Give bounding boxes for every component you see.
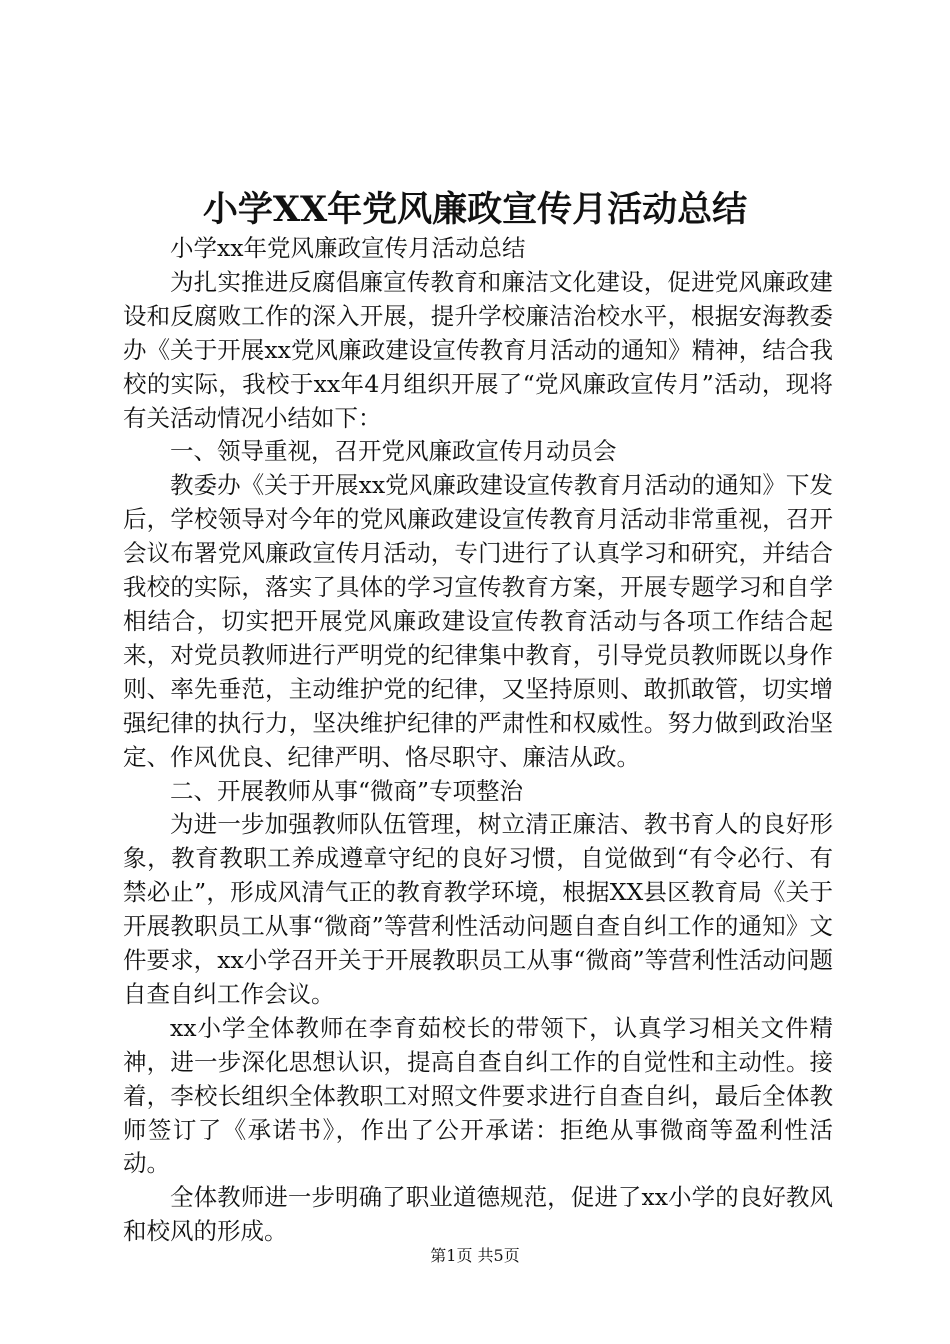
paragraph-section-2b: xx小学全体教师在李育茹校长的带领下，认真学习相关文件精神，进一步深化思想认识，提高自查自纠工作的自觉性和主动性。接着，李校长组织全体教职工对照文件要求进行自查自纠，最后全体教师签订了《承诺书》，作出了公开承诺：拒绝从事微商等盈利性活动。: [123, 1013, 833, 1178]
document-title: 小学XX年党风廉政宣传月活动总结: [202, 189, 748, 230]
paragraph-section-1: 教委办《关于开展xx党风廉政建设宣传教育月活动的通知》下发后，学校领导对今年的党风廉政建设宣传教育月活动非常重视，召开会议布署党风廉政宣传月活动，专门进行了认真学习和研究，并结合我校的实际，落实了具体的学习宣传教育方案，开展专题学习和自学相结合，切实把开展党风廉政建设宣传教育活动与各项工作结合起来，对党员教师进行严明党的纪律集中教育，引导党员教师既以身作则、率先垂范，主动维护党的纪律，又坚持原则、敢抓敢管，切实增强纪律的执行力，坚决维护纪律的严肃性和权威性。努力做到政治坚定、作风优良、纪律严明、恪尽职守、廉洁从政。: [123, 471, 833, 771]
paragraph-subtitle: 小学xx年党风廉政宣传月活动总结: [170, 234, 526, 262]
section-heading-1: 一、领导重视，召开党风廉政宣传月动员会: [170, 437, 617, 466]
paragraph-conclusion: 全体教师进一步明确了职业道德规范，促进了xx小学的良好教风和校风的形成。: [123, 1183, 833, 1246]
paragraph-section-2a: 为进一步加强教师队伍管理，树立清正廉洁、教书育人的良好形象，教育教职工养成遵章守纪的良好习惯，自觉做到“有令必行、有禁必止”，形成风清气正的教育教学环境，根据XX县区教育局《关于开展教职员工从事“微商”等营利性活动问题自查自纠工作的通知》文件要求，xx小学召开关于开展教职员工从事“微商”等营利性活动问题自查自纠工作会议。: [123, 810, 833, 1008]
paragraph-intro: 为扎实推进反腐倡廉宣传教育和廉洁文化建设，促进党风廉政建设和反腐败工作的深入开展，提升学校廉洁治校水平，根据安海教委办《关于开展xx党风廉政建设宣传教育月活动的通知》精神，结合我校的实际，我校于xx年4月组织开展了“党风廉政宣传月”活动，现将有关活动情况小结如下：: [123, 267, 833, 432]
document-body: [123, 232, 833, 1249]
section-heading-2: 二、开展教师从事“微商”专项整治: [170, 776, 524, 805]
page-number: 第1页 共5页: [430, 1246, 520, 1265]
